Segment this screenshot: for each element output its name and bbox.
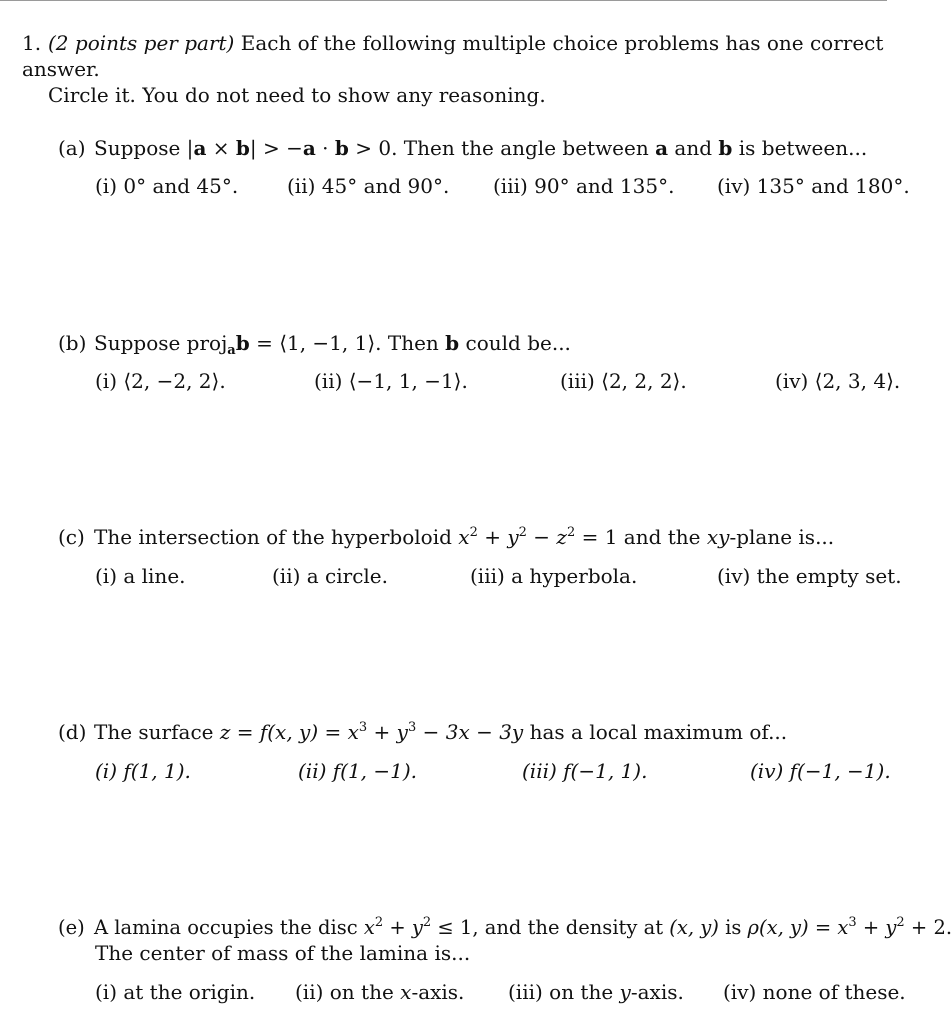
vector-b: b	[235, 136, 250, 160]
part-b-text: = ⟨1, −1, 1⟩. Then	[249, 331, 446, 355]
exponent: 2	[469, 525, 478, 540]
part-e-label: (e)	[58, 916, 85, 939]
exponent: 2	[896, 915, 905, 930]
part-d-option-iv[interactable]: (iv) f(−1, −1).	[750, 759, 891, 783]
math-y: y	[507, 525, 519, 549]
part-c-option-ii[interactable]: (ii) a circle.	[272, 564, 388, 588]
part-e-option-ii[interactable]	[295, 980, 464, 1004]
part-d-option-ii[interactable]: (ii) f(1, −1).	[298, 759, 418, 783]
part-a-option-iii[interactable]: (iii) 90° and 135°.	[493, 174, 675, 198]
problem-number: 1.	[22, 31, 42, 55]
exponent: 2	[374, 915, 384, 930]
part-a-text: | > −	[249, 136, 303, 160]
part-c-option-iv[interactable]: (iv) the empty set.	[717, 564, 902, 588]
density-function: + 2.	[904, 916, 952, 939]
intro-line-2: Circle it. You do not need to show any reasoning.	[48, 83, 546, 107]
minus-symbol: −	[526, 525, 557, 549]
part-b-option-ii[interactable]: (ii) ⟨−1, 1, −1⟩.	[314, 369, 468, 393]
part-a-text: Suppose |	[94, 136, 194, 160]
problem-intro	[22, 30, 892, 108]
exponent: 2	[422, 915, 432, 930]
math-equation: − 3x − 3y	[416, 720, 524, 744]
part-e-stem-line-2: The center of mass of the lamina is...	[95, 941, 471, 965]
vector-b: b	[235, 331, 250, 355]
part-b-label: (b)	[58, 331, 87, 355]
subscript-a: a	[227, 343, 236, 358]
part-b-option-iii[interactable]: (iii) ⟨2, 2, 2⟩.	[560, 369, 687, 393]
exponent: 3	[358, 720, 368, 735]
math-x: x	[363, 916, 375, 939]
vector-a: a	[193, 136, 207, 160]
option-text: (ii) on the	[295, 980, 401, 1004]
cross-symbol: ×	[206, 136, 236, 160]
math-equation: z = f(x, y) = x	[219, 720, 359, 744]
density-function: ρ(x, y) = x	[747, 916, 849, 939]
part-e-text: , and the density at	[472, 916, 670, 939]
part-e-text: is	[718, 916, 748, 939]
math-y: + y	[383, 916, 423, 939]
part-d-option-iii[interactable]: (iii) f(−1, 1).	[522, 759, 648, 783]
math-x: x	[458, 525, 470, 549]
math-x: x	[400, 980, 412, 1004]
part-e-option-iv[interactable]: (iv) none of these.	[723, 980, 906, 1004]
vector-b: b	[718, 136, 733, 160]
part-b-option-iv[interactable]: (iv) ⟨2, 3, 4⟩.	[775, 369, 901, 393]
part-d-stem	[58, 720, 787, 744]
part-c-option-iii[interactable]: (iii) a hyperbola.	[470, 564, 638, 588]
part-a-option-ii[interactable]: (ii) 45° and 90°.	[287, 174, 450, 198]
option-text: -axis.	[411, 980, 465, 1004]
part-e-stem	[58, 916, 952, 940]
part-b-stem	[58, 331, 571, 358]
top-rule	[0, 0, 887, 1]
part-c-label: (c)	[58, 525, 85, 549]
plus-symbol: +	[477, 525, 508, 549]
part-b-option-i[interactable]: (i) ⟨2, −2, 2⟩.	[95, 369, 226, 393]
dot-symbol: ·	[315, 136, 335, 160]
math-xy: xy	[706, 525, 730, 549]
part-e-text: A lamina occupies the disc	[94, 916, 364, 939]
part-d-option-i[interactable]: (i) f(1, 1).	[95, 759, 191, 783]
vector-a: a	[655, 136, 669, 160]
part-c-text: The intersection of the hyperboloid	[94, 525, 459, 549]
part-d-label: (d)	[58, 720, 87, 744]
part-c-stem	[58, 525, 834, 549]
part-d-text: The surface	[94, 720, 220, 744]
part-a-text: and	[668, 136, 719, 160]
option-text: (iii) on the	[508, 980, 620, 1004]
part-a-label: (a)	[58, 136, 86, 160]
part-a-text: is between...	[732, 136, 868, 160]
math-z: z	[556, 525, 567, 549]
part-a-option-i[interactable]: (i) 0° and 45°.	[95, 174, 239, 198]
vector-a: a	[302, 136, 316, 160]
part-d-text: has a local maximum of...	[523, 720, 788, 744]
density-function: + y	[856, 916, 897, 939]
part-c-text: = 1 and the	[575, 525, 707, 549]
part-a-option-iv[interactable]: (iv) 135° and 180°.	[717, 174, 910, 198]
part-a-text: > 0. Then the angle between	[348, 136, 656, 160]
vector-b: b	[445, 331, 460, 355]
part-e-option-i[interactable]: (i) at the origin.	[95, 980, 256, 1004]
part-b-text: could be...	[459, 331, 571, 355]
instruction-text-1: Each of the following multiple choice problems has one correct answer.	[22, 31, 884, 81]
points-note: (2 points per part)	[48, 31, 235, 55]
option-text: -axis.	[630, 980, 684, 1004]
exponent: 3	[407, 720, 417, 735]
math-point: (x, y)	[669, 916, 719, 939]
inequality: ≤ 1	[431, 916, 473, 939]
intro-line-1	[22, 30, 892, 82]
exponent: 2	[518, 525, 527, 540]
part-e-option-iii[interactable]	[508, 980, 684, 1004]
exponent: 3	[848, 915, 857, 930]
math-equation: + y	[367, 720, 408, 744]
part-b-text: Suppose proj	[94, 331, 228, 355]
vector-b: b	[334, 136, 349, 160]
part-c-option-i[interactable]: (i) a line.	[95, 564, 186, 588]
math-y: y	[619, 980, 631, 1004]
part-c-text: -plane is...	[729, 525, 835, 549]
part-a-stem	[58, 136, 867, 160]
exponent: 2	[566, 525, 576, 540]
